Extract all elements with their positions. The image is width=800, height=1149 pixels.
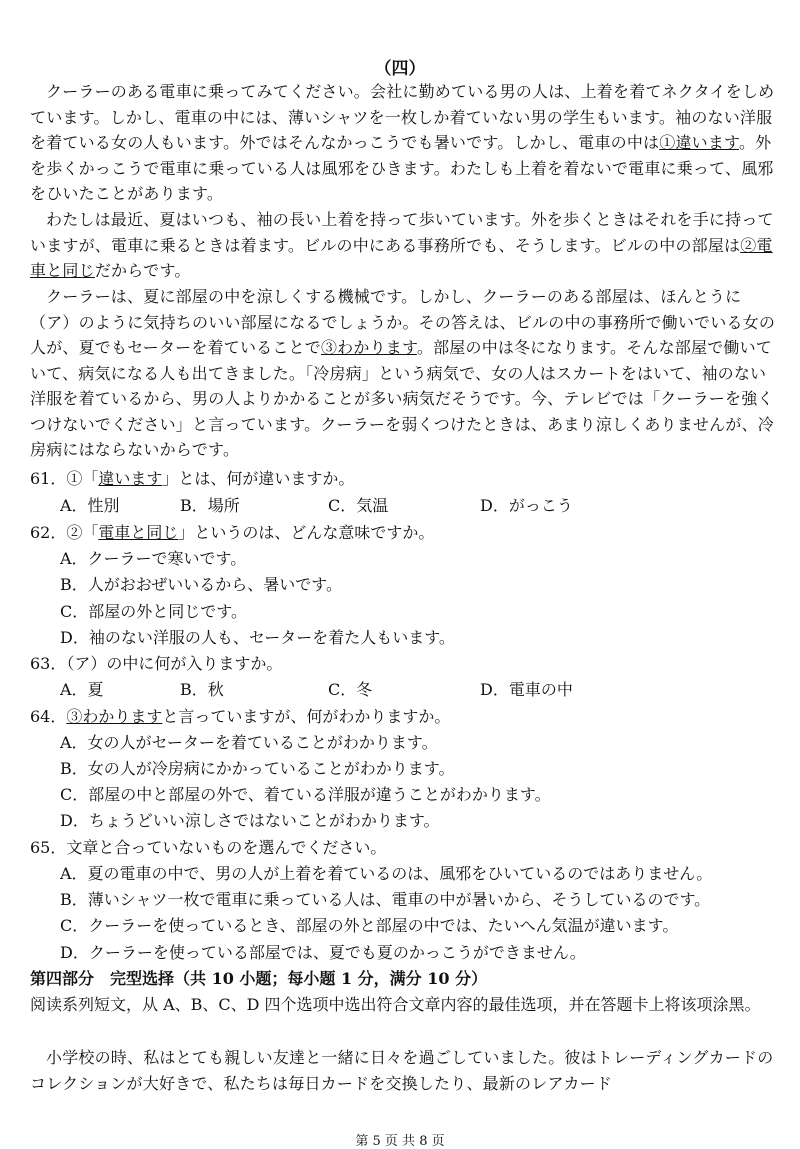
part4-instruction: 阅读系列短文，从 A、B、C、D 四个选项中选出符合文章内容的最佳选项，并在答题卡上将该项涂黑。 xyxy=(30,995,761,1014)
option-64-c[interactable]: C．部屋の中と部屋の外で、着ている洋服が違うことがわかります。 xyxy=(60,785,551,804)
option-63-b[interactable]: B．秋 xyxy=(180,680,224,699)
option-62-a[interactable]: A．クーラーで寒いです。 xyxy=(60,549,247,568)
section-title: （四） xyxy=(374,59,426,79)
option-62-d[interactable]: D．袖のない洋服の人も、セーターを着た人もいます。 xyxy=(60,628,455,647)
option-65-b[interactable]: B．薄いシャツ一枚で電車に乗っている人は、電車の中が暑いから、そうしているのです。 xyxy=(60,890,711,909)
underline-ref-3: ③わかります xyxy=(320,338,417,357)
option-62-c[interactable]: C．部屋の外と同じです。 xyxy=(60,602,247,621)
option-64-b[interactable]: B．女の人が冷房病にかかっていることがわかります。 xyxy=(60,759,455,778)
question-62: 62．②「電車と同じ」というのは、どんな意味ですか。 xyxy=(30,523,435,542)
option-61-b[interactable]: B．場所 xyxy=(180,496,240,515)
option-61-c[interactable]: C．気温 xyxy=(328,496,389,515)
passage-paragraph-2: わたしは最近、夏はいつも、袖の長い上着を持って歩いています。外を歩くときはそれを手に持っていますが、電車に乗るときは着ます。ビルの中にある事務所でも、そうします。ビルの中の部屋は②電車と同じだからです。 xyxy=(30,210,774,280)
option-65-a[interactable]: A．夏の電車の中で、男の人が上着を着ているのは、風邪をひいているのではありません。 xyxy=(60,864,713,883)
part4-passage: 小学校の時、私はとても親しい友達と一緒に日々を過ごしていました。彼はトレーディングカードのコレクションが大好きで、私たちは毎日カードを交換したり、最新のレアカード xyxy=(30,1048,774,1093)
question-64: 64．③わかりますと言っていますが、何がわかりますか。 xyxy=(30,707,451,726)
page-footer: 第 5 页 共 8 页 xyxy=(355,1134,445,1149)
question-65: 65．文章と合っていないものを選んでください。 xyxy=(30,838,387,857)
underline-ref-2: ②電車と同じ xyxy=(30,235,773,280)
question-63: 63．（ア）の中に何が入りますか。 xyxy=(30,654,283,673)
option-61-d[interactable]: D．がっこう xyxy=(480,496,573,515)
option-61-a[interactable]: A．性別 xyxy=(60,496,120,515)
option-63-c[interactable]: C．冬 xyxy=(328,680,373,699)
option-64-d[interactable]: D．ちょうどいい涼しさではないことがわかります。 xyxy=(60,811,440,830)
question-61-options xyxy=(60,493,780,519)
question-61: 61．①「違います」とは、何が違いますか。 xyxy=(30,469,355,488)
option-62-b[interactable]: B．人がおおぜいいるから、暑いです。 xyxy=(60,575,342,594)
option-64-a[interactable]: A．女の人がセーターを着ていることがわかります。 xyxy=(60,733,438,752)
option-65-d[interactable]: D．クーラーを使っている部屋では、夏でも夏のかっこうができません。 xyxy=(60,943,586,962)
part4-heading: 第四部分 完型选择（共 10 小题；每小题 1 分，满分 10 分） xyxy=(30,969,488,988)
passage-paragraph-3: クーラーは、夏に部屋の中を涼しくする機械です。しかし、クーラーのある部屋は、ほんとうに（ア）のように気持ちのいい部屋になるでしょうか。その答えは、ビルの中の事務所で働いでいる女の人が、夏でもセーターを着ていることで③わかります。部屋の中は冬になります。そんな部屋で働いていて、病気になる人も出てきました。「冷房病」という病気で、女の人はスカートをはいて、袖のない洋服を着ているから、男の人よりかかることが多い病気だそうです。今、テレビでは「クーラーを強くつけないでください」と言っています。クーラーを弱くつけたときは、あまり涼しくありませんが、冷房病にはならないからです。 xyxy=(30,287,776,459)
question-63-options xyxy=(60,677,780,703)
passage-paragraph-1: クーラーのある電車に乗ってみてください。会社に勤めている男の人は、上着を着てネクタイをしめています。しかし、電車の中には、薄いシャツを一枚しか着ていない男の学生もいます。袖のない洋服を着ている女の人もいます。外ではそんなかっこうでも暑いです。しかし、電車の中は①違います。外を歩くかっこうで電車に乗っている人は風邪をひきます。わたしも上着を着ないで電車に乗って、風邪をひいたことがあります。 xyxy=(30,82,775,203)
option-63-d[interactable]: D．電車の中 xyxy=(480,680,573,699)
option-63-a[interactable]: A．夏 xyxy=(60,680,104,699)
option-65-c[interactable]: C．クーラーを使っているとき、部屋の外と部屋の中では、たいへん気温が違います。 xyxy=(60,916,679,935)
underline-ref-1: ①違います xyxy=(659,133,739,152)
